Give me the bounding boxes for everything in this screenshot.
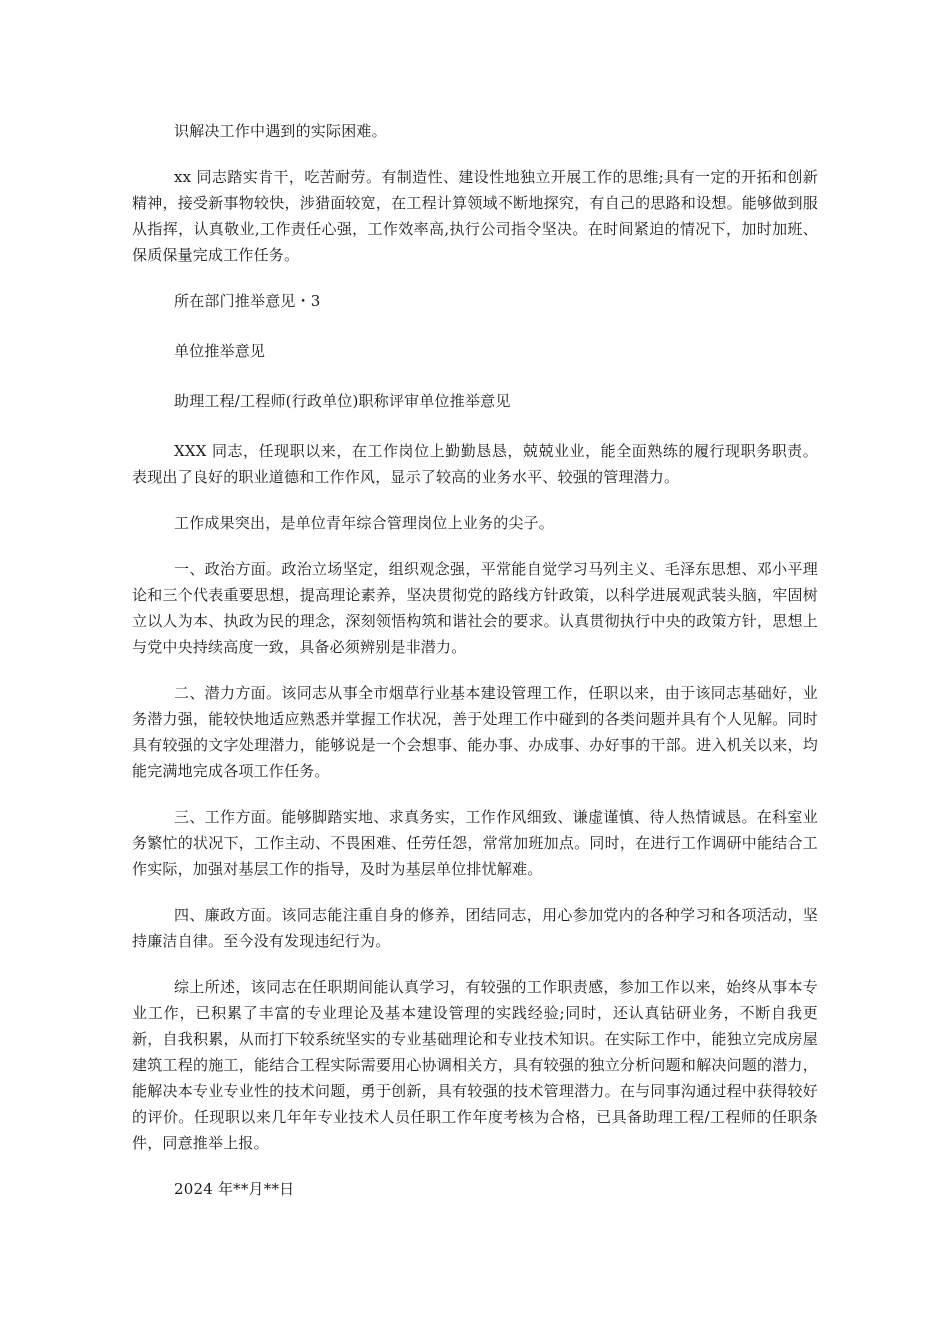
- heading-title-review: 助理工程/工程师(行政单位)职称评审单位推举意见: [174, 392, 511, 410]
- paragraph-achievement: 工作成果突出，是单位青年综合管理岗位上业务的尖子。: [174, 514, 555, 532]
- paragraph-xxx-overview: XXX 同志，任现职以来，在工作岗位上勤勤恳恳，兢兢业业，能全面熟练的履行现职务职责。表现出了良好的职业道德和工作作风，显示了较高的业务水平、较强的管理潜力。: [132, 442, 818, 486]
- date-line: 2024 年**月**日: [174, 1180, 295, 1198]
- paragraph-work: 三、工作方面。能够脚踏实地、求真务实，工作作风细致、谦虚谨慎、待人热情诚恳。在科室业务繁忙的状况下，工作主动、不畏困难、任劳任怨，常常加班加点。同时，在进行工作调研中能结合工作实际，加强对基层工作的指导，及时为基层单位排忧解难。: [132, 808, 818, 878]
- heading-unit-opinion: 单位推举意见: [174, 342, 266, 360]
- paragraph-intro-fragment: 识解决工作中遇到的实际困难。: [174, 122, 387, 140]
- paragraph-political: 一、政治方面。政治立场坚定，组织观念强，平常能自觉学习马列主义、毛泽东思想、邓小平理论和三个代表重要思想，提高理论素养，坚决贯彻党的路线方针政策，以科学进展观武装头脑，牢固树立以人为本、执政为民的理念，深刻领悟构筑和谐社会的要求。认真贯彻执行中央的政策方针，思想上与党中央持续高度一致，具备必须辨别是非潜力。: [132, 560, 818, 656]
- document-body: [132, 118, 818, 1222]
- paragraph-xx-evaluation: xx 同志踏实肯干，吃苦耐劳。有制造性、建设性地独立开展工作的思维;具有一定的开拓和创新精神，接受新事物较快，涉猎面较宽，在工程计算领域不断地探究，有自己的思路和设想。能够做到服从指挥，认真敬业,工作责任心强，工作效率高,执行公司指令坚决。在时间紧迫的情况下，加时加班、保质保量完成工作任务。: [132, 168, 818, 264]
- paragraph-integrity: 四、廉政方面。该同志能注重自身的修养，团结同志，用心参加党内的各种学习和各项活动，坚持廉洁自律。至今没有发现违纪行为。: [132, 906, 818, 950]
- paragraph-ability: 二、潜力方面。该同志从事全市烟草行业基本建设管理工作，任职以来，由于该同志基础好，业务潜力强，能较快地适应熟悉并掌握工作状况，善于处理工作中碰到的各类问题并具有个人见解。同时具有较强的文字处理潜力，能够说是一个会想事、能办事、办成事、办好事的干部。进入机关以来，均能完满地完成各项工作任务。: [132, 684, 818, 780]
- heading-department-opinion: 所在部门推举意见・3: [174, 292, 321, 310]
- paragraph-summary: 综上所述，该同志在任职期间能认真学习，有较强的工作职责感，参加工作以来，始终从事本专业工作，已积累了丰富的专业理论及基本建设管理的实践经验;同时，还认真钻研业务，不断自我更新，自我积累，从而打下较系统坚实的专业基础理论和专业技术知识。在实际工作中，能独立完成房屋建筑工程的施工，能结合工程实际需要用心协调相关方，具有较强的独立分析问题和解决问题的潜力，能解决本专业专业性的技术问题，勇于创新，具有较强的技术管理潜力。在与同事沟通过程中获得较好的评价。任现职以来几年年专业技术人员任职工作年度考核为合格，已具备助理工程/工程师的任职条件，同意推举上报。: [132, 978, 818, 1152]
